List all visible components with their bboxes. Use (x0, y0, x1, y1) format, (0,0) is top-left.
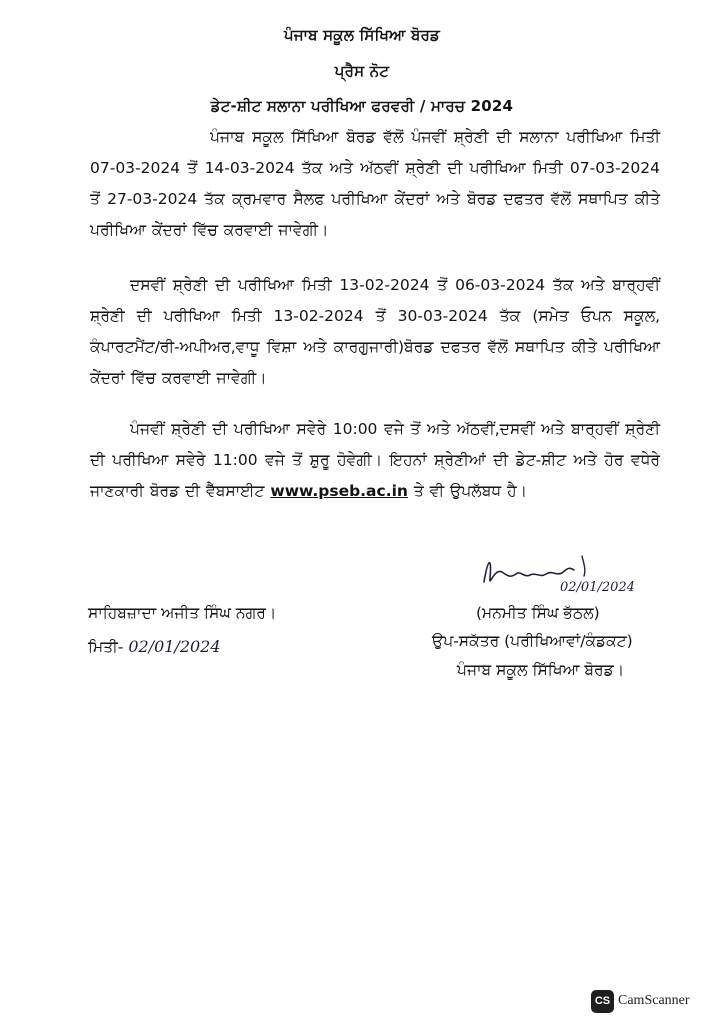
place-line: ਸਾਹਿਬਜ਼ਾਦਾ ਅਜੀਤ ਸਿੰਘ ਨਗਰ। (88, 604, 277, 622)
paragraph-3-end: ਤੇ ਵੀ ਉਪਲੱਬਧ ਹੈ। (413, 482, 528, 500)
paragraph-3 (90, 414, 660, 507)
signatory-org: ਪੰਜਾਬ ਸਕੂਲ ਸਿੱਖਿਆ ਬੋਰਡ। (457, 661, 625, 679)
signature-date: 02/01/2024 (560, 580, 635, 595)
date-handwritten: 02/01/2024 (128, 637, 221, 656)
date-label: ਮਿਤੀ- (88, 638, 124, 656)
date-line (88, 637, 221, 657)
paragraph-2 (90, 270, 660, 394)
org-heading: ਪੰਜਾਬ ਸਕੂਲ ਸਿੱਖਿਆ ਬੋਰਡ (283, 26, 441, 44)
camscanner-logo-icon: CS (591, 990, 614, 1013)
paragraph-2-text: ਦਸਵੀਂ ਸ਼੍ਰੇਣੀ ਦੀ ਪਰੀਖਿਆ ਮਿਤੀ 13-02-2024 ਤੋਂ 06-03-2024 ਤੱਕ ਅਤੇ ਬਾਰ੍ਹਵੀਂ ਸ਼੍ਰੇਣੀ ਦੀ ਪਰੀਖਿਆ ਮਿਤੀ 13-02-2024 ਤੋਂ 30-03-2024 ਤੱਕ (ਸਮੇਤ ਓਪਨ ਸਕੂਲ, ਕੰਪਾਰਟਮੈਂਟ/ਰੀ-ਅਪੀਅਰ,ਵਾਧੂ ਵਿਸ਼ਾ ਅਤੇ ਕਾਰਗੁਜਾਰੀ)ਬੋਰਡ ਦਫਤਰ ਵੱਲੋਂ ਸਥਾਪਿਤ ਕੀਤੇ ਪਰੀਖਿਆ ਕੇਂਦਰਾਂ ਵਿੱਚ ਕਰਵਾਈ ਜਾਵੇਗੀ। (90, 276, 660, 387)
website-link[interactable]: www.pseb.ac.in (270, 482, 408, 500)
paragraph-3-text: ਪੰਜਵੀਂ ਸ਼੍ਰੇਣੀ ਦੀ ਪਰੀਖਿਆ ਸਵੇਰੇ 10:00 ਵਜੇ ਤੋਂ ਅਤੇ ਅੱਠਵੀਂ,ਦਸਵੀਂ ਅਤੇ ਬਾਰ੍ਹਵੀਂ ਸ਼੍ਰੇਣੀ ਦੀ ਪਰੀਖਿਆ ਸਵੇਰੇ 11:00 ਵਜੇ ਤੋਂ ਸ਼ੁਰੂ ਹੋਵੇਗੀ। ਇਹਨਾਂ ਸ਼੍ਰੇਣੀਆਂ ਦੀ ਡੇਟ-ਸ਼ੀਟ ਅਤੇ ਹੋਰ ਵਧੇਰੇ ਜਾਣਕਾਰੀ ਬੋਰਡ ਦੀ ਵੈੱਬਸਾਈਟ (90, 420, 660, 500)
camscanner-watermark: CamScanner (618, 993, 690, 1008)
date-sheet-subtitle: ਡੇਟ-ਸ਼ੀਟ ਸਲਾਨਾ ਪਰੀਖਿਆ ਫਰਵਰੀ / ਮਾਰਚ 2024 (210, 97, 514, 115)
signatory-designation: ਉਪ-ਸਕੱਤਰ (ਪਰੀਖਿਆਵਾਂ/ਕੰਡਕਟ) (432, 632, 633, 650)
signatory-name: (ਮਨਮੀਤ ਸਿੰਘ ਭੱਠਲ) (476, 604, 600, 622)
paragraph-1-text: ਪੰਜਾਬ ਸਕੂਲ ਸਿੱਖਿਆ ਬੋਰਡ ਵੱਲੋਂ ਪੰਜਵੀਂ ਸ਼੍ਰੇਣੀ ਦੀ ਸਲਾਨਾ ਪਰੀਖਿਆ ਮਿਤੀ 07-03-2024 ਤੋਂ 14-03-2024 ਤੱਕ ਅਤੇ ਅੱਠਵੀਂ ਸ਼੍ਰੇਣੀ ਦੀ ਪਰੀਖਿਆ ਮਿਤੀ 07-03-2024 ਤੋਂ 27-03-2024 ਤੱਕ ਕ੍ਰਮਵਾਰ ਸੈਲਫ ਪਰੀਖਿਆ ਕੇਂਦਰਾਂ ਅਤੇ ਬੋਰਡ ਦਫਤਰ ਵੱਲੋਂ ਸਥਾਪਿਤ ਕੀਤੇ ਪਰੀਖਿਆ ਕੇਂਦਰਾਂ ਵਿੱਚ ਕਰਵਾਈ ਜਾਵੇਗੀ। (90, 128, 660, 239)
paragraph-1 (90, 122, 660, 246)
signature-mark (470, 548, 650, 608)
press-note-title: ਪ੍ਰੈਸ ਨੋਟ (334, 62, 390, 80)
